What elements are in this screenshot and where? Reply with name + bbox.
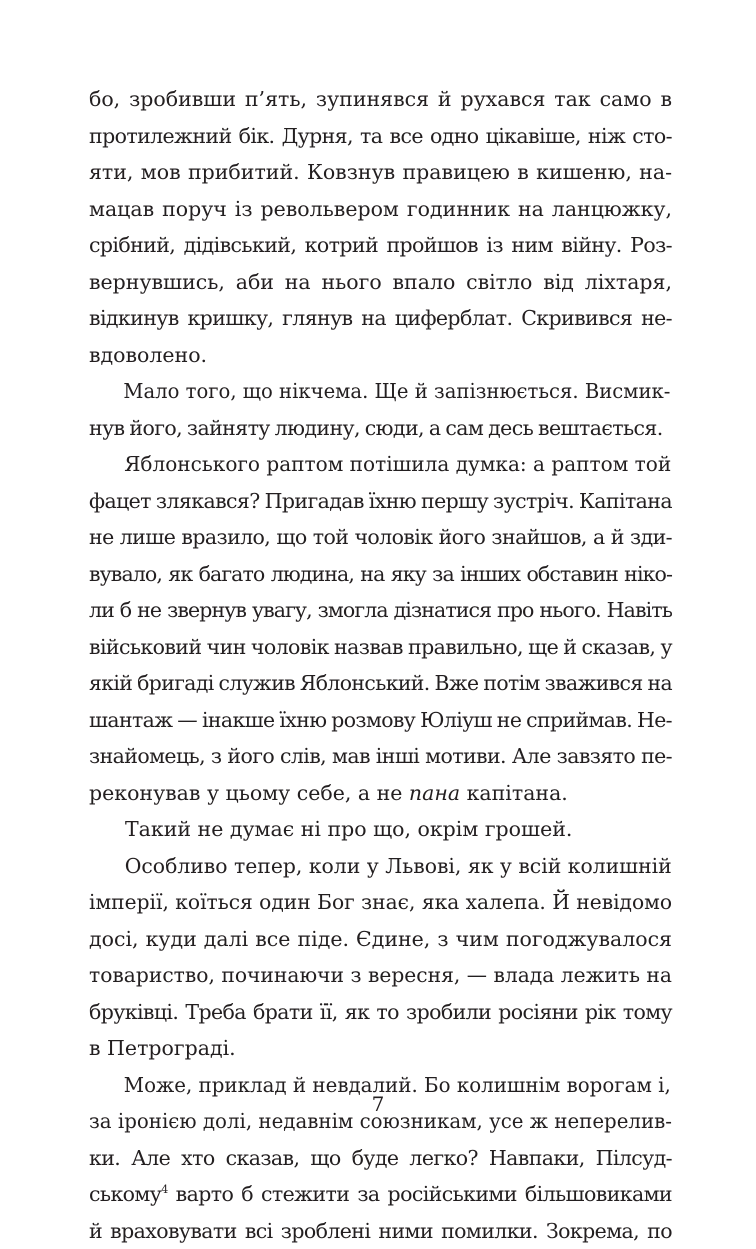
text-line: протилежний бік. Дурня, та все одно цікавіше, ніж сто-: [89, 118, 672, 155]
text-line: бо, зробивши п’ять, зупинявся й рухався так само в: [89, 81, 672, 118]
paragraph-3: [89, 446, 672, 811]
text-line: Яблонського раптом потішила думка: а раптом той: [89, 446, 671, 483]
text-span: ському: [89, 1182, 161, 1206]
text-line: ки. Але хто сказав, що буде легко? Навпаки, Пілсуд-: [89, 1140, 672, 1177]
text-line: знайомець, з його слів, мав інші мотиви. Але завзято пе-: [89, 738, 672, 775]
text-line: вдоволено.: [89, 337, 672, 374]
text-line: не лише вразило, що той чоловік його знайшов, а й зди-: [89, 519, 672, 556]
text-line: срібний, дідівський, котрий пройшов із ним війну. Роз-: [89, 227, 672, 264]
text-line: вернувшись, аби на нього впало світло від ліхтаря,: [89, 264, 672, 301]
paragraph-5: [89, 848, 672, 1067]
text-line: відкинув кришку, глянув на циферблат. Скривився не-: [89, 300, 672, 337]
paragraph-4: [89, 811, 672, 848]
text-line: ли б не звернув увагу, змогла дізнатися про нього. Навіть: [89, 592, 672, 629]
text-line: за іронією долі, недавнім союзникам, усе ж неперелив-: [89, 1103, 672, 1140]
text-line: вувало, як багато людина, на яку за інших обставин ніко-: [89, 556, 672, 593]
text-span: варто б стежити за російськими більшовиками: [168, 1182, 672, 1206]
text-line: [89, 1176, 672, 1213]
text-line: фацет злякався? Пригадав їхню першу зустріч. Капітана: [89, 483, 672, 520]
text-span: реконував у цьому себе, а не: [89, 781, 409, 805]
text-line: шантаж — інакше їхню розмову Юліуш не сприймав. Не-: [89, 702, 672, 739]
text-line: й враховувати всі зроблені ними помилки. Зокрема, по: [89, 1213, 672, 1249]
footnote-marker[interactable]: 4: [161, 1183, 167, 1196]
text-line: товариство, починаючи з вересня, — влада лежить на: [89, 957, 672, 994]
text-line: імперії, коїться один Бог знає, яка халепа. Й невідомо: [89, 884, 672, 921]
text-line: Такий не думає ні про що, окрім грошей.: [89, 811, 672, 848]
text-line: Мало того, що нікчема. Ще й запізнюється. Висмик-: [89, 373, 670, 410]
text-span: капітана.: [460, 781, 568, 805]
text-line: якій бригаді служив Яблонський. Вже потім зважився на: [89, 665, 672, 702]
page-body: [89, 81, 672, 1249]
text-line: в Петрограді.: [89, 1030, 672, 1067]
text-line: військовий чин чоловік назвав правильно, ще й сказав, у: [89, 629, 672, 666]
text-line: досі, куди далі все піде. Єдине, з чим погоджувалося: [89, 921, 672, 958]
text-line: яти, мов прибитий. Ковзнув правицею в кишеню, на-: [89, 154, 672, 191]
paragraph-2: [89, 373, 672, 446]
paragraph-1: [89, 81, 672, 373]
text-line: Може, приклад й невдалий. Бо колишнім ворогам і,: [89, 1067, 671, 1104]
text-line: Особливо тепер, коли у Львові, як у всій колишній: [89, 848, 672, 885]
text-line: бруківці. Треба брати її, як то зробили росіяни рік тому: [89, 994, 672, 1031]
text-line: мацав поруч із револьвером годинник на ланцюжку,: [89, 191, 672, 228]
page-number: 7: [0, 1090, 756, 1118]
text-line: нув його, зайняту людину, сюди, а сам десь вештається.: [89, 410, 672, 447]
italic-word: пана: [409, 781, 460, 805]
text-line: [89, 775, 672, 812]
